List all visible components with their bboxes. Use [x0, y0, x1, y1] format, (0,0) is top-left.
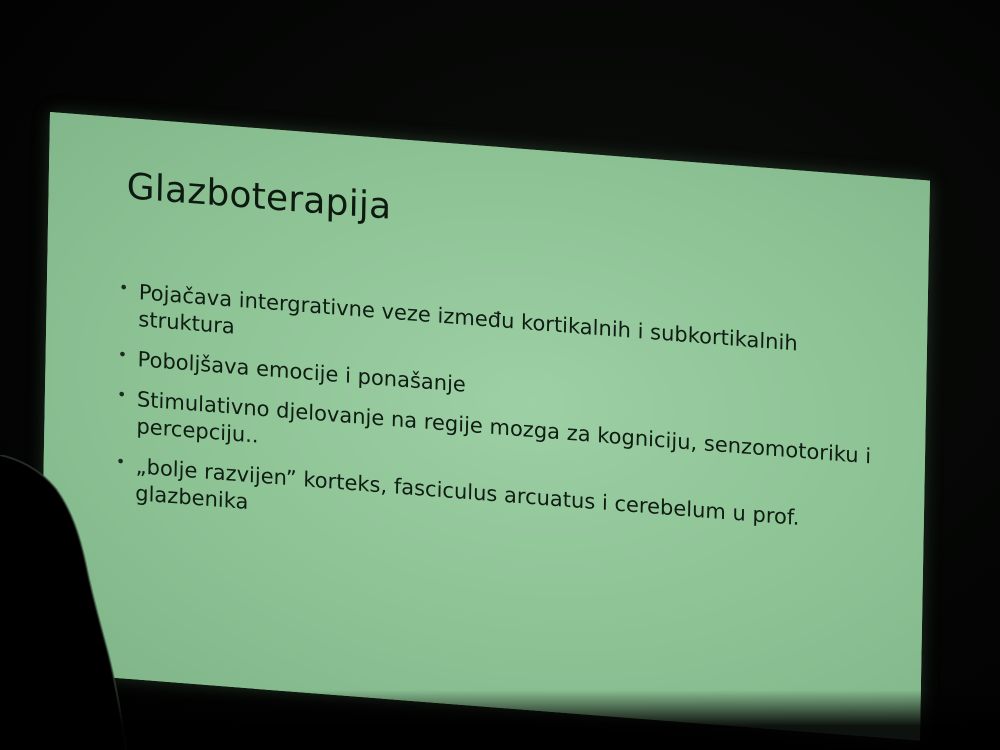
bullet-dot-icon: •	[115, 451, 126, 472]
bullet-text: Pojačava intergrativne veze između kortikalnih i subkortikalnih struktura	[138, 280, 798, 356]
presentation-slide	[40, 112, 930, 741]
slide-title: Glazboterapija	[126, 166, 392, 228]
bullet-list	[113, 277, 897, 579]
bullet-text: Stimulativno djelovanje na regije mozga za kogniciju, senzomotoriku i percepciju..	[136, 387, 872, 469]
bullet-dot-icon: •	[116, 384, 127, 405]
bottom-shadow	[0, 690, 1000, 750]
bullet-dot-icon: •	[117, 344, 128, 365]
bullet-dot-icon: •	[118, 277, 129, 298]
bullet-text: Poboljšava emocije i ponašanje	[137, 347, 467, 397]
bullet-text: „bolje razvijen” korteks, fasciculus arcuatus i cerebelum u prof. glazbenika	[135, 454, 800, 530]
